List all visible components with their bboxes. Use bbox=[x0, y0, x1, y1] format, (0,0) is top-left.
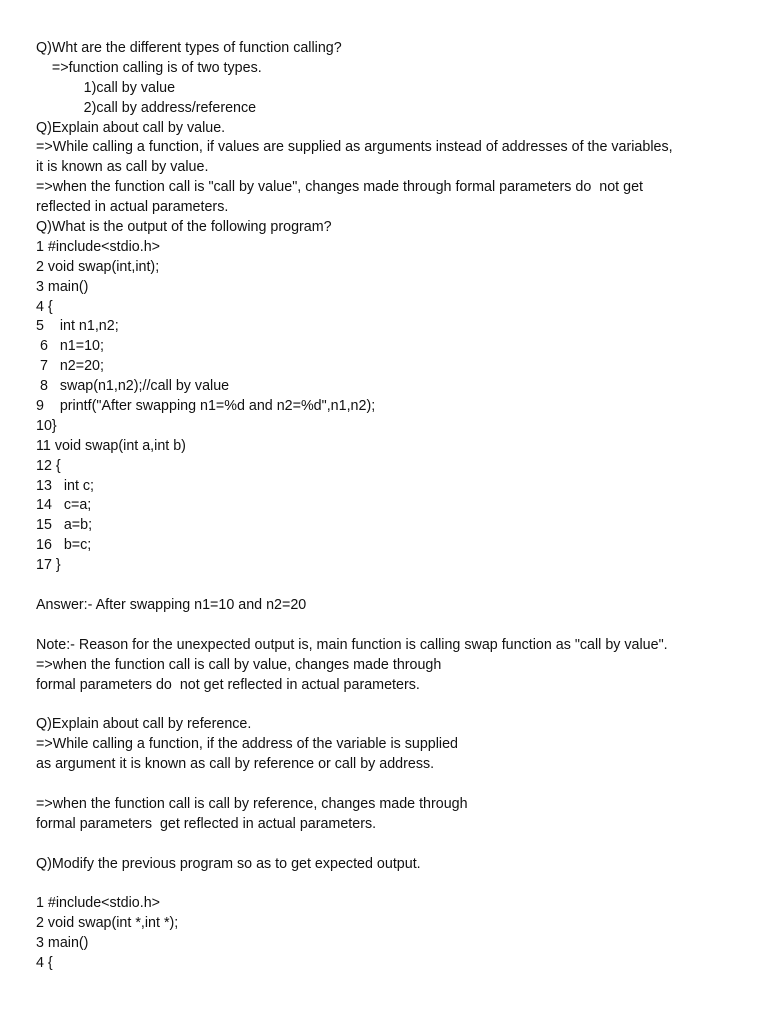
text-line: 4 { bbox=[36, 954, 53, 971]
text-line: 16 b=c; bbox=[36, 537, 92, 554]
text-line: 2)call by address/reference bbox=[36, 99, 257, 116]
text-line: =>when the function call is call by reference, changes made through bbox=[36, 795, 468, 812]
text-line: Answer:- After swapping n1=10 and n2=20 bbox=[36, 596, 307, 613]
text-line bbox=[36, 576, 756, 596]
text-line: =>While calling a function, if the address of the variable is supplied bbox=[36, 736, 459, 753]
text-line: 2 void swap(int *,int *); bbox=[36, 915, 179, 932]
text-line: 11 void swap(int a,int b) bbox=[36, 437, 186, 454]
text-line: 17 } bbox=[36, 557, 61, 574]
text-line: =>when the function call is call by value, changes made through bbox=[36, 656, 442, 673]
text-line: Q)Modify the previous program so as to get expected output. bbox=[36, 855, 421, 872]
text-line: Q)Explain about call by value. bbox=[36, 119, 226, 136]
text-line: 14 c=a; bbox=[36, 497, 92, 514]
text-line: 3 main() bbox=[36, 935, 89, 952]
text-line: Q)Wht are the different types of function calling? bbox=[36, 40, 342, 56]
text-line: reflected in actual parameters. bbox=[36, 199, 229, 216]
text-line: 4 { bbox=[36, 298, 53, 315]
text-line: 8 swap(n1,n2);//call by value bbox=[36, 378, 230, 395]
text-line bbox=[36, 874, 756, 894]
document-body bbox=[36, 39, 756, 974]
text-line: 2 void swap(int,int); bbox=[36, 258, 160, 275]
text-line: 15 a=b; bbox=[36, 517, 93, 534]
text-line: 6 n1=10; bbox=[36, 338, 104, 355]
text-line: formal parameters get reflected in actual parameters. bbox=[36, 815, 377, 832]
text-line: 10} bbox=[36, 417, 57, 434]
text-line: Note:- Reason for the unexpected output is, main function is calling swap function as "call by value". bbox=[36, 636, 668, 653]
text-line: 1 #include<stdio.h> bbox=[36, 238, 161, 255]
text-line: =>While calling a function, if values are supplied as arguments instead of addresses of the variables, bbox=[36, 139, 673, 156]
text-line: formal parameters do not get reflected in actual parameters. bbox=[36, 676, 420, 693]
text-line: Q)What is the output of the following program? bbox=[36, 219, 332, 236]
text-line: 1)call by value bbox=[36, 79, 176, 96]
text-line: Q)Explain about call by reference. bbox=[36, 716, 252, 733]
text-line: 1 #include<stdio.h> bbox=[36, 895, 161, 912]
text-line: it is known as call by value. bbox=[36, 159, 209, 176]
text-line bbox=[36, 775, 756, 795]
text-line: =>when the function call is "call by value", changes made through formal parameters do not get bbox=[36, 179, 643, 196]
text-line: 9 printf("After swapping n1=%d and n2=%d",n1,n2); bbox=[36, 398, 376, 415]
text-line: 7 n2=20; bbox=[36, 358, 104, 375]
text-line: as argument it is known as call by reference or call by address. bbox=[36, 756, 435, 773]
text-line: =>function calling is of two types. bbox=[36, 59, 262, 76]
text-line bbox=[36, 835, 756, 855]
text-line: 3 main() bbox=[36, 278, 89, 295]
text-line bbox=[36, 616, 756, 636]
text-line: 5 int n1,n2; bbox=[36, 318, 119, 335]
text-line: 12 { bbox=[36, 457, 61, 474]
text-line: 13 int c; bbox=[36, 477, 95, 494]
text-line bbox=[36, 695, 756, 715]
